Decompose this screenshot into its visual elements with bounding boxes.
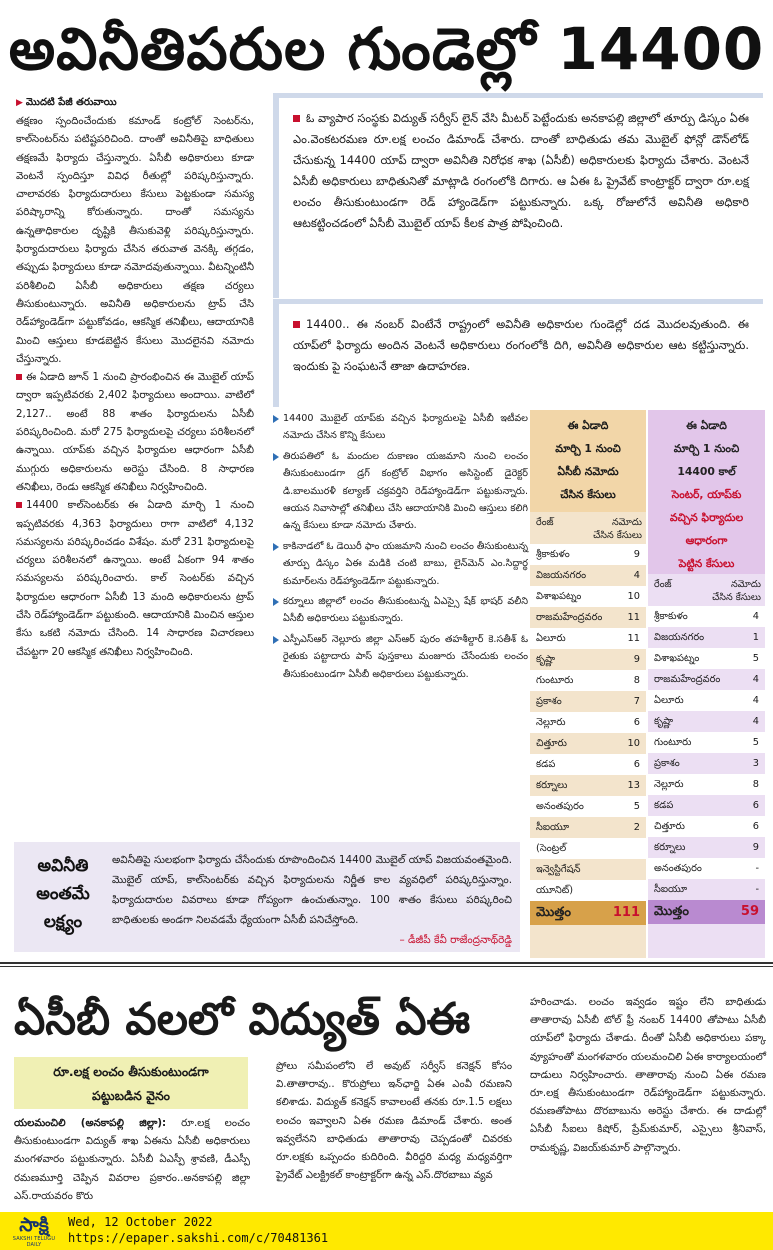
case-count: 5 — [752, 737, 759, 748]
table-row — [648, 774, 765, 795]
table-row — [530, 628, 646, 649]
range-name: ఏలూరు — [654, 695, 684, 706]
article-column-1 — [16, 113, 254, 662]
range-name: నెల్లూరు — [654, 779, 684, 790]
case-count: 4 — [752, 716, 759, 727]
list-item: కర్నూలు జిల్లాలో లంచం తీసుకుంటున్న ఏఎస్సై షేక్ భాషర్ వలీని ఏసీబీ అధికారులు పట్టుకున్నారు. — [273, 593, 528, 628]
range-name: సీఐయూ — [654, 884, 688, 895]
table-row — [530, 670, 646, 691]
table-row — [648, 879, 765, 900]
case-count: 6 — [633, 759, 640, 770]
quote-signature: – డీజీపీ కేవీ రాజేంద్రనాథ్‌రెడ్డి — [399, 934, 512, 946]
case-count: 1 — [752, 632, 759, 643]
range-name: ఇన్వెస్టిగేషన్ — [536, 864, 581, 875]
table-row — [530, 544, 646, 565]
table-row — [648, 753, 765, 774]
table-row — [530, 565, 646, 586]
range-name: కృష్ణా — [654, 716, 674, 727]
table-row — [530, 607, 646, 628]
case-count: 4 — [752, 611, 759, 622]
table-row — [530, 586, 646, 607]
case-count: 3 — [752, 758, 759, 769]
range-name: నెల్లూరు — [536, 717, 566, 728]
case-count: 8 — [633, 675, 640, 686]
table-total-row: మొత్తం 111 — [530, 901, 646, 925]
list-item: ఎస్పీఎస్‌ఆర్ నెల్లూరు జిల్లా ఎస్‌ఆర్ పురం తహశీల్దార్ కె.సతీశ్ ఓ రైతుకు పట్టాదారు పాస్ పుస్తకాలు మంజూరు చేసేందుకు లంచం తీసుకుంటుండగా ఏసీబీ అధికారులు పట్టుకున్నారు. — [273, 631, 528, 683]
dateline: యలమంచిలి (అనకాపల్లి జిల్లా): — [14, 1118, 167, 1129]
case-count: 9 — [633, 654, 640, 665]
range-name: కృష్ణా — [536, 654, 556, 665]
range-name: విజయనగరం — [654, 632, 705, 643]
case-count: 8 — [752, 779, 759, 790]
table-row — [648, 858, 765, 879]
range-name: అనంతపురం — [536, 801, 584, 812]
table-body — [530, 544, 646, 901]
range-name: చిత్తూరు — [536, 738, 567, 749]
range-name: సీఐయూ — [536, 822, 570, 833]
highlight-box-1: ఓ వ్యాపార సంస్థకు విద్యుత్ సర్వీస్ లైన్ వేసి మీటర్ పెట్టేందుకు అనకాపల్లి జిల్లాలో తూర్పు డిస్కం ఏఈ ఎం.వెంకటరమణ రూ.లక్ష లంచం డిమాండ్ చేశారు. దాంతో బాధితుడు తమ మొబైల్ ఫోన్లో డౌన్‌లోడ్ చేసుకున్న 14400 యాప్ ద్వారా అవినీతి నిరోధక శాఖ (ఏసీబీ) అధికారులకు ఫిర్యాదు చేశారు. వెంటనే ఏసీబీ అధికారులు బాధితునితో మాట్లాడి రంగంలోకి దిగారు. ఆ ఏఈ ఓ ప్రైవేట్ కాంట్రాక్టర్ ద్వారా రూ.లక్ష లంచం తీసుకుంటుండగా రెడ్ హ్యాండెడ్‌గా పట్టుకున్నారు. ఒక్క రోజులోనే అవినీతి అధికారి ఆటకట్టించడంలో ఏసీబీ మొబైల్ యాప్ కీలక పాత్ర పోషించింది. — [273, 93, 763, 298]
footer-url[interactable]: https://epaper.sakshi.com/c/70481361 — [68, 1231, 329, 1245]
case-count: 10 — [627, 738, 640, 749]
table-row — [530, 796, 646, 817]
divider — [0, 962, 773, 964]
table-row — [530, 649, 646, 670]
story2-subhead: రూ.లక్ష లంచం తీసుకుంటుండగా పట్టుబడిన వైనం — [14, 1057, 248, 1109]
case-count: 13 — [627, 780, 640, 791]
app-cases-table — [648, 410, 765, 958]
range-name: రాజమహేంద్రవరం — [654, 674, 721, 685]
table-row — [648, 711, 765, 732]
paragraph: తక్షణం స్పందించేందుకు కమాండ్ కంట్రోల్ సెంటర్‌ను, కాల్‌సెంటర్‌ను పటిష్టపరిచింది. దాంతో అవినీతిపై బాధితులు తక్షణమే ఫిర్యాదు చేస్తున్నారు. ఏసీబీ అధికారులు కూడా వెంటనే స్పందిస్తూ వివిధ రీతుల్లో పరిష్కరిస్తున్నారు. చాలావరకు ఫిర్యాదుదారులు కేసులు పెట్టకుండా సమస్య పరిష్కారాన్ని కోరుతున్నారు. దాంతో సమస్యను ఉన్నతాధికారుల దృష్టికి తీసుకువెళ్లి పరిష్కరిస్తున్నారు. ఫిర్యాదుదారులు ఫిర్యాదు చేసిన తరువాత వెనక్కి తగ్గడం, తప్పుడు ఫిర్యాదులు కూడా నమోదవుతున్నాయి. వీటన్నింటినీ పరిశీలించి ఏసీబీ అధికారులు తక్షణ చర్యలు తీసుకుంటున్నారు. అవినీతి అధికారులను ట్రాప్ చేసి రెడ్‌హ్యాండెడ్‌గా పట్టుకోవడం, ఆకస్మిక తనిఖీలు, ఆదాయానికి మించి ఆస్తులు కూడబెట్టిన కేసులు మొదలైనవి నమోదు చేస్తున్నారు. — [16, 116, 254, 365]
story2-column-1: యలమంచిలి (అనకాపల్లి జిల్లా): రూ.లక్ష లంచం తీసుకుంటుండగా విద్యుత్ శాఖ ఏఈను ఏసీబీ అధికారులు మంగళవారం పట్టుకున్నారు. ఏసీబీ ఏఎస్పీ శ్రావణి, డీఎస్పీ రమణమూర్తి చెప్పిన వివరాల ప్రకారం..అనకాపల్లి జిల్లా ఎస్.రాయవరం కొరు — [14, 1118, 250, 1202]
table-body — [648, 606, 765, 900]
table-row — [530, 754, 646, 775]
case-count: 11 — [627, 612, 640, 623]
paragraph: 14400 కాల్‌సెంటర్‌కు ఈ ఏడాది మార్చి 1 నుంచి ఇప్పటివరకు 4,363 ఫిర్యాదులు రాగా వాటిలో 4,132 సమస్యలను పరిష్కరించడం విశేషం. మరో 231 ఫిర్యాదులపై చర్యలు పరిశీలనలో ఉన్నాయి. అంటే ఏకంగా 94 శాతం సమస్యలను పరిష్కరించారు. కాల్ సెంటర్‌కు వచ్చిన ఫిర్యాదుల ఆధారంగా ఏసీబీ 13 మంది అధికారులను ట్రాప్ చేసి రెడ్‌హ్యాండెడ్‌గా పట్టుకుంది. ఆదాయానికి మించిన ఆస్తుల కేసు ఒకటి నమోదు చేసింది. 14 సాధారణ విచారణలు చేపట్టగా 20 ఆకస్మిక తనిఖీలు నిర్వహించింది. — [16, 497, 254, 662]
case-count: 4 — [633, 570, 640, 581]
cases-list — [273, 410, 528, 686]
table-heading: ఈ ఏడాది మార్చి 1 నుంచి ఏసీబీ నమోదు చేసిన కేసులు — [530, 410, 646, 512]
range-name: కర్నూలు — [536, 780, 568, 791]
range-name: ఏలూరు — [536, 633, 566, 644]
case-count: 6 — [633, 717, 640, 728]
case-count: 5 — [752, 653, 759, 664]
range-name: గుంటూరు — [654, 737, 692, 748]
table-row — [648, 690, 765, 711]
range-name: ప్రకాశం — [536, 696, 562, 707]
range-name: అనంతపురం — [654, 863, 702, 874]
table-row — [530, 859, 646, 880]
list-item: కాకినాడలో ఓ డెయిరీ ఫాం యజమాని నుంచి లంచం తీసుకుంటున్న తూర్పు డిస్కం ఏఈ మడికి చంటి బాబు, లైన్‌మెన్ ఎం.సిద్దార్థ కుమార్‌లను రెడ్‌హ్యాండెడ్‌గా పట్టుకున్నారు. — [273, 538, 528, 590]
quote-text: అవినీతిపై సులభంగా ఫిర్యాదు చేసేందుకు రూపొందించిన 14400 మొబైల్ యాప్ విజయవంతమైంది. మొబైల్ యాప్, కాల్‌సెంటర్‌కు వచ్చిన ఫిర్యాదులను నిర్ణీత కాల వ్యవధిలో పరిష్కరిస్తున్నాం. ఫిర్యాదుదారుల వివరాలు కూడా గోప్యంగా ఉంచుతున్నాం. 100 శాతం కేసులు పరిష్కరించి బాధితులకు అండగా నిలవడమే ధ్యేయంగా ఏసీబీ పనిచేస్తోంది. – డీజీపీ కేవీ రాజేంద్రనాథ్‌రెడ్డి — [112, 850, 512, 950]
case-count: 6 — [752, 821, 759, 832]
footer-date: Wed, 12 October 2022 — [68, 1215, 213, 1229]
highlight-box-2: 14400.. ఈ నంబర్ వింటేనే రాష్ట్రంలో అవినీతి అధికారుల గుండెల్లో దడ మొదలవుతుంది. ఈ యాప్‌లో ఫిర్యాదు అందిన వెంటనే అధికారులు రంగంలోకి దిగి, అవినీతి అధికారుల ఆట కట్టిస్తున్నారు. ఇందుకు పై సంఘటనే తాజా ఉదాహరణ. — [273, 299, 763, 407]
list-item: 14400 మొబైల్ యాప్‌కు వచ్చిన ఫిర్యాదులపై ఏసీబీ ఇటీవల నమోదు చేసిన కొన్ని కేసులు — [273, 410, 528, 445]
range-name: యూనిట్) — [536, 885, 574, 896]
table-column-header: రేంజ్ నమోదు చేసిన కేసులు — [536, 517, 642, 541]
acb-cases-table — [530, 410, 646, 958]
case-count: 7 — [633, 696, 640, 707]
case-count: 11 — [627, 633, 640, 644]
table-row — [530, 880, 646, 901]
case-count: 4 — [752, 674, 759, 685]
range-name: కడప — [654, 800, 674, 811]
bullet-square-icon — [293, 321, 300, 328]
table-row — [648, 648, 765, 669]
case-count: - — [755, 863, 759, 874]
table-row — [530, 817, 646, 838]
case-count: 9 — [633, 549, 640, 560]
main-headline: అవినీతిపరుల గుండెల్లో 14400 — [8, 15, 765, 83]
story2-column-2: ప్రోలు సమీపంలోని లే అవుట్ సర్వీస్ కనెక్షన్ కోసం వి.తాతారావు.. కొరుప్రోలు ఇన్‌ఛార్జి ఏఈ ఎంవీ రమణని కలిశాడు. విద్యుత్ కనెక్షన్ కావాలంటే తనకు రూ.1.5 లక్షలు లంచం ఇవ్వాలని ఏఈ రమణ డిమాండ్ చేశారు. అంత ఇవ్వలేనని బాధితుడు తాతారావు చెప్పడంతో చివరకు రూ.లక్షకు ఒప్పందం కుదిరింది. వీరిద్దరి మధ్య మధ్యవర్తిగా ప్రైవేట్ ఎలక్ట్రికల్ కాంట్రాక్టర్‌గా ఉన్న ఎస్.దొరబాబు వ్యవ — [276, 1061, 512, 1182]
bullet-square-icon — [293, 115, 300, 122]
quote-badge: అవినీతి అంతమే లక్ష్యం — [36, 856, 90, 932]
table-total-row: మొత్తం 59 — [648, 900, 765, 924]
story2-headline: ఏసీబీ వలలో విద్యుత్ ఏఈ — [14, 994, 471, 1045]
case-count: 2 — [633, 822, 640, 833]
case-count: 9 — [752, 842, 759, 853]
case-count: 10 — [627, 591, 640, 602]
table-row — [648, 795, 765, 816]
table-row — [530, 838, 646, 859]
case-count: 6 — [752, 800, 759, 811]
range-name: శ్రీకాకుళం — [654, 611, 688, 622]
range-name: రాజమహేంద్రవరం — [536, 612, 603, 623]
table-row — [648, 816, 765, 837]
divider — [0, 966, 773, 967]
table-column-header: రేంజ్ నమోదు చేసిన కేసులు — [654, 579, 761, 603]
table-row — [530, 712, 646, 733]
table-row — [648, 627, 765, 648]
continuation-label: ▶ మొదటి పేజీ తరువాయి — [16, 97, 117, 108]
range-name: విశాఖపట్నం — [536, 591, 582, 602]
range-name: శ్రీకాకుళం — [536, 549, 570, 560]
table-row — [648, 606, 765, 627]
range-name: చిత్తూరు — [654, 821, 685, 832]
story2-column-3: హరించాడు. లంచం ఇవ్వడం ఇష్టం లేని బాధితుడు తాతారావు ఏసీబీ టోల్ ఫ్రీ నంబర్ 14400 తోపాటు ఏసీబీ యాప్‌లో ఫిర్యాదు చేశాడు. దీంతో ఏసీబీ అధికారులు పక్కా వ్యూహంతో మంగళవారం యలమంచిలి ఏఈ కార్యాలయంలో దాడులు నిర్వహించారు. తాతారావు నుంచి ఏఈ రమణ రూ.లక్ష తీసుకుంటుండగా రెడ్‌హ్యాండెడ్‌గా పట్టుకున్నారు. రమణతోపాటు దొరబాబును అరెస్టు చేశారు. ఈ దాడుల్లో ఏసీబీ సీఐలు కిషోర్, ప్రేమ్‌కుమార్, ఎస్సైలు శ్రీనివాస్, రామకృష్ణ, విజయ్‌కుమార్ పాల్గొన్నారు. — [530, 997, 766, 1154]
case-count: - — [755, 884, 759, 895]
footer-info — [68, 1214, 328, 1246]
table-row — [648, 669, 765, 690]
range-name: (సెంట్రల్ — [536, 843, 567, 854]
table-heading: ఈ ఏడాది మార్చి 1 నుంచి 14400 కాల్ సెంటర్, యాప్‌కు వచ్చిన ఫిర్యాదుల ఆధారంగా పెట్టిన కేసులు — [648, 410, 765, 574]
table-row — [530, 691, 646, 712]
range-name: కడప — [536, 759, 556, 770]
range-name: గుంటూరు — [536, 675, 574, 686]
range-name: విశాఖపట్నం — [654, 653, 700, 664]
table-row — [530, 775, 646, 796]
table-row — [530, 733, 646, 754]
table-row — [648, 837, 765, 858]
arrow-marker-icon: ▶ — [16, 98, 23, 108]
paragraph: ఈ ఏడాది జూన్ 1 నుంచి ప్రారంభించిన ఈ మొబైల్ యాప్ ద్వారా ఇప్పటివరకు 2,402 ఫిర్యాదులు అందాయి. వాటిలో 2,127.. అంటే 88 శాతం ఫిర్యాదులను ఏసీబీ పరిష్కరించింది. మరో 275 ఫిర్యాదులపై చర్యలు పరిశీలనలో ఉన్నాయి. యాప్‌కు వచ్చిన ఫిర్యాదుల ఆధారంగా ఏసీబీ ముగ్గురు అధికారులను అరెస్టు చేసింది. 8 సాధారణ తనిఖీలు, రెండు ఆకస్మిక తనిఖీలు నిర్వహించింది. — [16, 369, 254, 497]
range-name: విజయనగరం — [536, 570, 587, 581]
list-item: తిరుపతిలో ఓ మందుల దుకాణం యజమాని నుంచి లంచం తీసుకుంటుండగా డ్రగ్ కంట్రోల్ విభాగం అసిస్టెంట్ డైరెక్టర్ డి.బాలమురళీ కల్యాణ్ చక్రవర్తిని రెడ్‌హ్యాండెడ్‌గా పట్టుకున్నారు. ఆయన నివాసాల్లో తనిఖీలు చేసి ఆదాయానికి మించి ఆస్తులు కలిగి ఉన్న కేసులు కూడా నమోదు చేశారు. — [273, 448, 528, 535]
range-name: ప్రకాశం — [654, 758, 680, 769]
table-row — [648, 732, 765, 753]
case-count: 5 — [633, 801, 640, 812]
range-name: కర్నూలు — [654, 842, 686, 853]
sakshi-logo: సాక్షి SAKSHI TELUGU DAILY — [12, 1214, 56, 1248]
case-count: 4 — [752, 695, 759, 706]
